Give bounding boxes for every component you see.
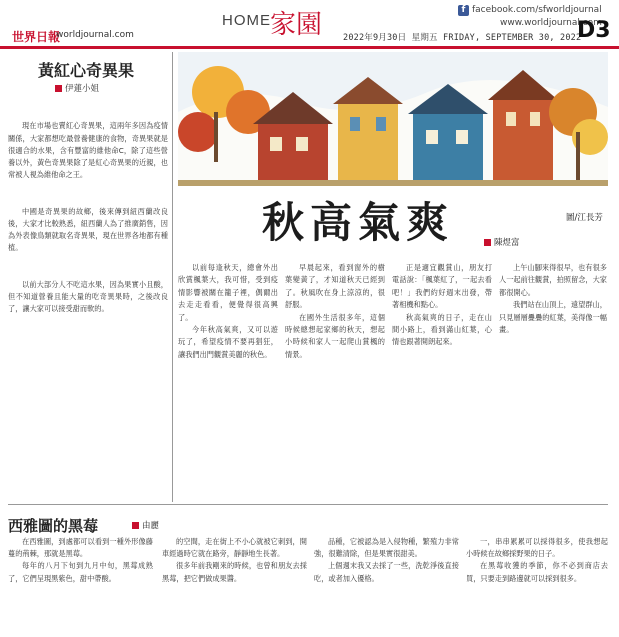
article-byline: 由麗 bbox=[132, 519, 159, 531]
paragraph: 在國外生活很多年，這個時候總想起家鄉的秋天，想起小時候和家人一起爬山賞楓的情景。 bbox=[285, 312, 385, 359]
paragraph: 今年秋高氣爽，又可以遊玩了，希望疫情不要再猖狂，讓我們出門觀賞美麗的秋色。 bbox=[178, 325, 278, 359]
byline-marker-icon bbox=[55, 85, 62, 92]
feature-byline: 陳煜富 bbox=[484, 236, 520, 248]
section-divider bbox=[8, 504, 608, 505]
paragraph: 以前每逢秋天，總會外出欣賞楓葉大，我可惜，受到疫情影響被關在籠子裡，偶爾出去走走看看，便覺得很高興了。 bbox=[178, 263, 278, 322]
issue-date: 2022年9月30日 星期五 FRIDAY, SEPTEMBER 30, 2022 bbox=[343, 33, 582, 43]
feature-column-2 bbox=[285, 262, 385, 361]
paragraph: 在西雅圖，到處都可以看到一種外形像藤蔓的荊棘，那就是黑莓。 bbox=[8, 537, 153, 559]
article-title: 黃紅心奇異果 bbox=[38, 61, 135, 80]
paragraph: 在黑莓收獲的季節，你不必到商店去買，只要走到路邊就可以採到很多。 bbox=[466, 561, 608, 583]
feature-title: 秋高氣爽 bbox=[262, 198, 455, 247]
website-link[interactable]: www.worldjournal.com bbox=[500, 18, 602, 28]
byline-marker-icon bbox=[484, 239, 491, 246]
paragraph: 現在市場也賣紅心奇異果，這兩年多因為疫情關係，大家都想吃最營養健康的食物，奇異果就是很適合的水果，含有豐富的維他命C，除了這些營養以外，黃色奇異果除了是紅心奇異果的近親，也常被人視為維他命之王。 bbox=[8, 121, 168, 180]
paragraph: 中國是奇異果的故鄉，後來傳到紐西蘭改良後，大家才比較熟悉，紐西蘭人為了推廣銷售，因為外表像鳥類就取名奇異果，現在世界各地都有種植。 bbox=[8, 206, 168, 253]
paragraph: 以前大部分人不吃這水果，因為果實小且酸，但不知道營養且能大量的吃奇異果時，之後改良了，讓大家可以接受甜而軟的。 bbox=[8, 280, 168, 314]
masthead-rule bbox=[0, 46, 619, 49]
article-byline: 伊蓮小姐 bbox=[55, 82, 99, 94]
newspaper-brand-en: worldjournal.com bbox=[56, 30, 134, 40]
paragraph: 很多年前我剛來的時候，也曾和朋友去採黑莓，把它們做成果醬。 bbox=[162, 561, 307, 583]
paragraph: 我們站在山頂上，遠望群山，只見層層疊疊的紅葉，美得像一幅畫。 bbox=[499, 300, 607, 335]
article-title: 西雅圖的黑莓 bbox=[8, 517, 99, 535]
article-column-3 bbox=[314, 536, 459, 585]
byline-marker-icon bbox=[132, 522, 139, 529]
column-divider bbox=[172, 52, 173, 502]
feature-column-1 bbox=[178, 262, 278, 361]
paragraph: 每年的八月下旬到九月中旬，黑莓成熟了，它們呈現黑紫色，甜中帶酸。 bbox=[8, 561, 153, 583]
facebook-icon: f bbox=[458, 5, 469, 16]
article-column-4 bbox=[466, 536, 608, 585]
paragraph: 秋高氣爽的日子，走在山間小路上，看到滿山紅葉，心情也跟著開朗起來。 bbox=[392, 312, 492, 347]
paragraph: 上午山腳來得很早，也有很多人一起前往觀賞，拍照留念，大家都很開心。 bbox=[499, 263, 607, 297]
paragraph: 上個週末我又去採了一些，洗乾淨後直接吃，或者加入優格。 bbox=[314, 561, 459, 583]
feature-column-3 bbox=[392, 262, 492, 349]
article-body bbox=[8, 96, 168, 328]
illustration-credit: 圖/江長芳 bbox=[566, 213, 603, 223]
paragraph: 的空間，走在街上不小心就被它刺到，開車經過時它就在路旁，靜靜地生長著。 bbox=[162, 537, 307, 559]
section-name-en: HOME bbox=[222, 12, 271, 29]
paragraph: 品種，它被認為是入侵物種，繁殖力非常強，很難清除，但是果實很甜美。 bbox=[314, 537, 459, 559]
page-number: D3 bbox=[577, 18, 611, 43]
paragraph: 正是適宜觀賞山，朋友打電話說：「楓葉紅了，一起去看吧！」我們約好週末出發，帶著相機和點心。 bbox=[392, 263, 492, 310]
feature-column-4 bbox=[499, 262, 607, 336]
paragraph: 一，串串累累可以採得很多，使我想起小時候在故鄉採野果的日子。 bbox=[466, 537, 608, 559]
newspaper-brand: 世界日報 bbox=[12, 30, 61, 44]
article-column-2 bbox=[162, 536, 307, 585]
article-column-1 bbox=[8, 536, 153, 585]
facebook-link[interactable] bbox=[458, 5, 602, 16]
paragraph: 早晨起來，看到窗外的樹葉變黃了，才知道秋天已經到了。秋風吹在身上涼涼的，很舒服。 bbox=[285, 263, 385, 310]
section-name-zh: 家園 bbox=[270, 10, 323, 40]
facebook-url: facebook.com/sfworldjournal bbox=[472, 5, 602, 15]
